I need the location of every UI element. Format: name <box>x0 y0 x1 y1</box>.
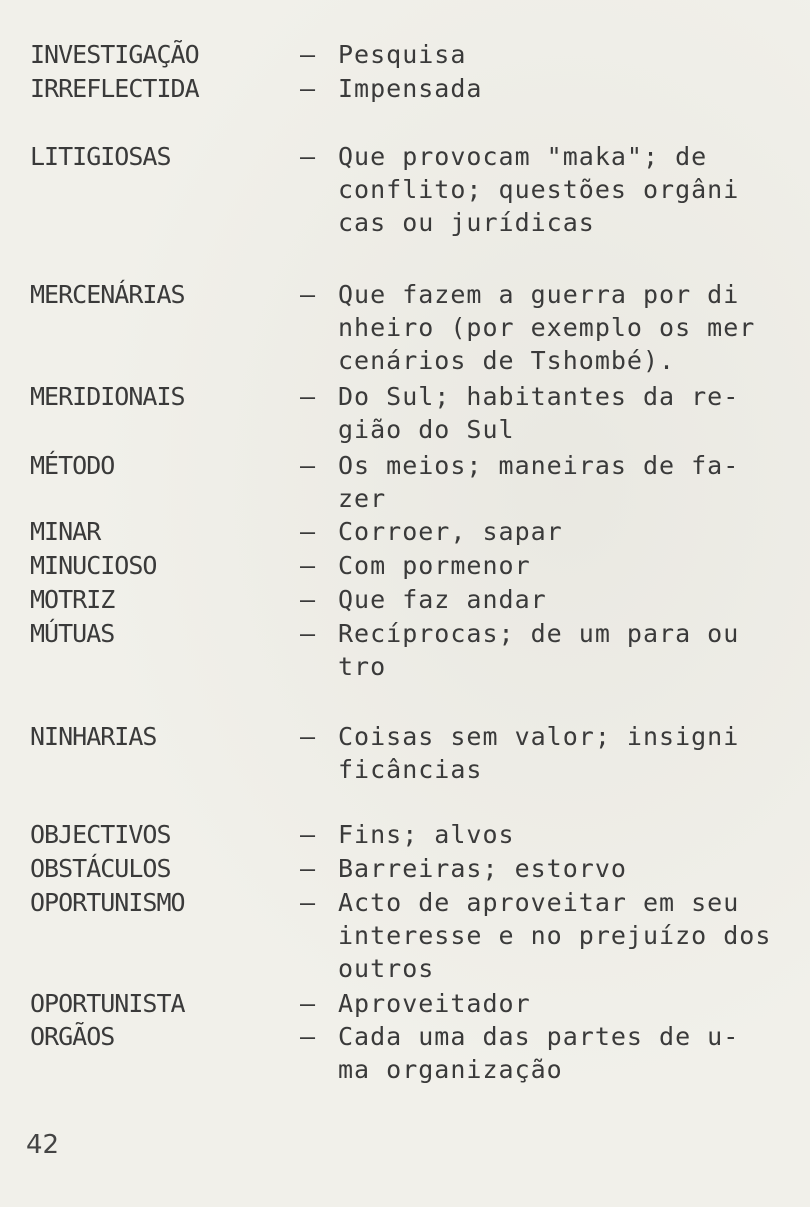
entry-definition: Acto de aproveitar em seu interesse e no prejuízo dos outros <box>338 888 772 983</box>
entry-dash: – <box>300 1022 316 1051</box>
entry-definition: Fins; alvos <box>338 820 515 849</box>
entry-dash: – <box>300 74 316 103</box>
entry-dash: – <box>300 40 316 69</box>
entry-definition: Aproveitador <box>338 989 531 1018</box>
entry-definition: Que faz andar <box>338 585 547 614</box>
entry-term: MOTRIZ <box>30 585 115 614</box>
entry-dash: – <box>300 820 316 849</box>
entry-term: MERCENÁRIAS <box>30 280 185 309</box>
entry-dash: – <box>300 989 316 1018</box>
entry-definition: Os meios; maneiras de fa- zer <box>338 451 740 513</box>
entry-term: OBSTÁCULOS <box>30 854 171 883</box>
entry-dash: – <box>300 585 316 614</box>
entry-definition: Pesquisa <box>338 40 467 69</box>
entry-dash: – <box>300 619 316 648</box>
entry-term: LITIGIOSAS <box>30 142 171 171</box>
entry-definition: Com pormenor <box>338 551 531 580</box>
entry-term: OPORTUNISMO <box>30 888 185 917</box>
entry-definition: Que provocam "maka"; de conflito; questões orgâni cas ou jurídicas <box>338 142 740 237</box>
entry-definition: Que fazem a guerra por di nheiro (por exemplo os mer cenários de Tshombé). <box>338 280 756 375</box>
entry-term: OBJECTIVOS <box>30 820 171 849</box>
entry-dash: – <box>300 551 316 580</box>
entry-term: NINHARIAS <box>30 722 157 751</box>
entry-term: ORGÃOS <box>30 1022 115 1051</box>
entry-dash: – <box>300 382 316 411</box>
entry-definition: Impensada <box>338 74 483 103</box>
entry-definition: Corroer, sapar <box>338 517 563 546</box>
entry-definition: Do Sul; habitantes da re- gião do Sul <box>338 382 740 444</box>
entry-term: MÚTUAS <box>30 619 115 648</box>
entry-dash: – <box>300 517 316 546</box>
entry-term: MINAR <box>30 517 101 546</box>
entry-dash: – <box>300 142 316 171</box>
entry-definition: Cada uma das partes de u- ma organização <box>338 1022 740 1084</box>
entry-term: MINUCIOSO <box>30 551 157 580</box>
entry-definition: Barreiras; estorvo <box>338 854 627 883</box>
entry-definition: Recíprocas; de um para ou tro <box>338 619 740 681</box>
entry-dash: – <box>300 888 316 917</box>
entry-dash: – <box>300 722 316 751</box>
entry-dash: – <box>300 451 316 480</box>
entry-term: INVESTIGAÇÃO <box>30 40 199 69</box>
entry-dash: – <box>300 280 316 309</box>
entry-term: IRREFLECTIDA <box>30 74 199 103</box>
entry-term: MÉTODO <box>30 451 115 480</box>
entry-definition: Coisas sem valor; insigni ficâncias <box>338 722 740 784</box>
entry-term: OPORTUNISTA <box>30 989 185 1018</box>
entry-term: MERIDIONAIS <box>30 382 185 411</box>
entry-dash: – <box>300 854 316 883</box>
page-number: 42 <box>26 1130 60 1160</box>
